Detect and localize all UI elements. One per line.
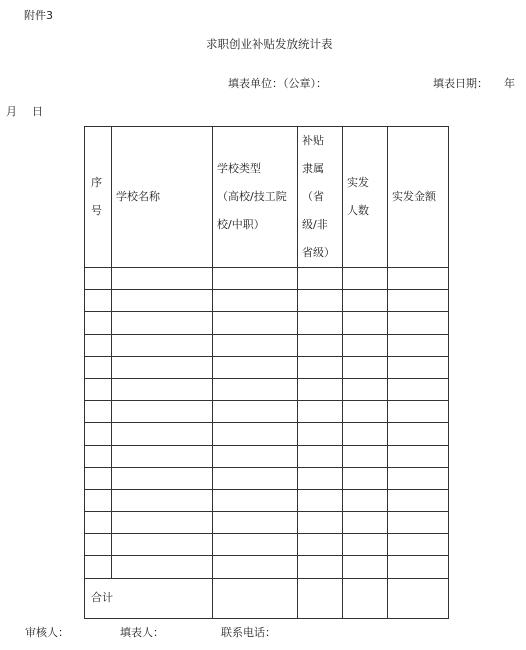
table-cell[interactable] bbox=[85, 534, 112, 556]
table-cell[interactable] bbox=[343, 534, 388, 556]
table-row bbox=[85, 467, 449, 489]
table-row bbox=[85, 489, 449, 511]
table-cell[interactable] bbox=[85, 556, 112, 578]
fill-unit-label: 填表单位：（公章）： bbox=[228, 77, 327, 90]
col-header-seq: 序 号 bbox=[85, 127, 112, 268]
table-header-row bbox=[85, 127, 449, 268]
table-cell[interactable] bbox=[343, 512, 388, 534]
table-row bbox=[85, 534, 449, 556]
table-cell[interactable] bbox=[112, 268, 213, 290]
table-cell[interactable] bbox=[85, 423, 112, 445]
table-cell[interactable] bbox=[213, 489, 298, 511]
table-row bbox=[85, 423, 449, 445]
table-cell[interactable] bbox=[112, 489, 213, 511]
phone-label: 联系电话： bbox=[221, 626, 276, 639]
fill-date-label: 填表日期： bbox=[433, 77, 488, 90]
table-cell[interactable] bbox=[112, 512, 213, 534]
table-cell[interactable] bbox=[388, 467, 449, 489]
table-row bbox=[85, 334, 449, 356]
table-cell[interactable] bbox=[112, 312, 213, 334]
table-cell[interactable] bbox=[85, 401, 112, 423]
table-cell[interactable] bbox=[298, 378, 343, 400]
table-row bbox=[85, 290, 449, 312]
table-cell[interactable] bbox=[298, 467, 343, 489]
table-cell[interactable] bbox=[343, 556, 388, 578]
subsidy-stats-table bbox=[84, 126, 449, 619]
table-cell[interactable] bbox=[213, 268, 298, 290]
table-cell[interactable] bbox=[112, 467, 213, 489]
table-cell[interactable] bbox=[213, 534, 298, 556]
table-cell[interactable] bbox=[85, 334, 112, 356]
table-cell[interactable] bbox=[112, 378, 213, 400]
table-cell[interactable] bbox=[85, 268, 112, 290]
attachment-label: 附件3 bbox=[24, 9, 53, 22]
reviewer-label: 审核人： bbox=[25, 626, 69, 639]
date-month-label: 月 bbox=[6, 105, 17, 118]
table-cell[interactable] bbox=[388, 290, 449, 312]
table-cell[interactable] bbox=[85, 290, 112, 312]
table-cell[interactable] bbox=[85, 467, 112, 489]
table-cell[interactable] bbox=[343, 378, 388, 400]
date-day-label: 日 bbox=[32, 105, 43, 118]
table-cell[interactable] bbox=[213, 290, 298, 312]
table-cell[interactable] bbox=[213, 401, 298, 423]
date-year-label: 年 bbox=[504, 77, 515, 90]
col-header-subsidy-affiliation: 补贴 隶属 （省 级/非 省级） bbox=[298, 127, 343, 268]
table-cell[interactable] bbox=[388, 489, 449, 511]
table-cell[interactable] bbox=[343, 334, 388, 356]
table-cell[interactable] bbox=[343, 401, 388, 423]
table-row bbox=[85, 401, 449, 423]
table-cell[interactable] bbox=[213, 423, 298, 445]
table-cell[interactable] bbox=[298, 489, 343, 511]
table-row bbox=[85, 312, 449, 334]
table-cell[interactable] bbox=[388, 378, 449, 400]
table-cell[interactable] bbox=[298, 356, 343, 378]
table-cell[interactable] bbox=[213, 578, 298, 618]
page-title: 求职创业补贴发放统计表 bbox=[206, 37, 333, 51]
table-cell[interactable] bbox=[298, 423, 343, 445]
table-cell[interactable] bbox=[388, 534, 449, 556]
table-cell[interactable] bbox=[388, 312, 449, 334]
table-cell[interactable] bbox=[388, 401, 449, 423]
table-cell[interactable] bbox=[85, 378, 112, 400]
table-cell[interactable] bbox=[213, 512, 298, 534]
table-cell[interactable] bbox=[343, 356, 388, 378]
col-header-school-type: 学校类型 （高校/技工院 校/中职） bbox=[213, 127, 298, 268]
table-cell[interactable] bbox=[85, 512, 112, 534]
table-cell[interactable] bbox=[298, 290, 343, 312]
table-cell[interactable] bbox=[343, 312, 388, 334]
table-cell[interactable] bbox=[298, 556, 343, 578]
table-cell[interactable] bbox=[343, 445, 388, 467]
table-cell[interactable] bbox=[112, 334, 213, 356]
table-cell[interactable] bbox=[388, 356, 449, 378]
table-cell[interactable] bbox=[298, 312, 343, 334]
table-cell[interactable] bbox=[343, 268, 388, 290]
table-cell[interactable] bbox=[85, 489, 112, 511]
table-cell[interactable] bbox=[388, 578, 449, 618]
table-cell[interactable] bbox=[298, 534, 343, 556]
table-cell[interactable] bbox=[213, 556, 298, 578]
table-cell[interactable] bbox=[85, 356, 112, 378]
table-row bbox=[85, 378, 449, 400]
table-cell[interactable] bbox=[213, 445, 298, 467]
table-row bbox=[85, 445, 449, 467]
table-cell[interactable] bbox=[112, 445, 213, 467]
table-cell[interactable] bbox=[85, 312, 112, 334]
table-cell[interactable] bbox=[112, 534, 213, 556]
table-cell[interactable] bbox=[112, 356, 213, 378]
table-cell[interactable] bbox=[213, 334, 298, 356]
table-cell[interactable] bbox=[343, 467, 388, 489]
col-header-school-name: 学校名称 bbox=[112, 127, 213, 268]
table-cell[interactable] bbox=[112, 401, 213, 423]
table-cell[interactable] bbox=[213, 312, 298, 334]
table-row bbox=[85, 268, 449, 290]
table-cell[interactable] bbox=[112, 556, 213, 578]
table-row bbox=[85, 512, 449, 534]
total-label: 合计 bbox=[85, 578, 213, 618]
table-row bbox=[85, 356, 449, 378]
table-row bbox=[85, 556, 449, 578]
col-header-actual-amount: 实发金额 bbox=[388, 127, 449, 268]
table-cell[interactable] bbox=[298, 334, 343, 356]
table-cell[interactable] bbox=[298, 401, 343, 423]
table-cell[interactable] bbox=[343, 423, 388, 445]
filler-label: 填表人： bbox=[120, 626, 164, 639]
table-cell[interactable] bbox=[112, 423, 213, 445]
table-cell[interactable] bbox=[388, 445, 449, 467]
col-header-actual-count: 实发 人数 bbox=[343, 127, 388, 268]
table-cell[interactable] bbox=[388, 334, 449, 356]
table-cell[interactable] bbox=[112, 290, 213, 312]
table-cell[interactable] bbox=[298, 268, 343, 290]
table-cell[interactable] bbox=[388, 512, 449, 534]
table-cell[interactable] bbox=[343, 578, 388, 618]
table-cell[interactable] bbox=[298, 445, 343, 467]
table-cell[interactable] bbox=[298, 512, 343, 534]
table-cell[interactable] bbox=[213, 467, 298, 489]
table-cell[interactable] bbox=[388, 268, 449, 290]
table-cell[interactable] bbox=[388, 556, 449, 578]
table-cell[interactable] bbox=[85, 445, 112, 467]
table-cell[interactable] bbox=[388, 423, 449, 445]
table-total-row bbox=[85, 578, 449, 618]
table-cell[interactable] bbox=[213, 356, 298, 378]
table-cell[interactable] bbox=[298, 578, 343, 618]
table-cell[interactable] bbox=[343, 489, 388, 511]
table-cell[interactable] bbox=[213, 378, 298, 400]
table-cell[interactable] bbox=[343, 290, 388, 312]
